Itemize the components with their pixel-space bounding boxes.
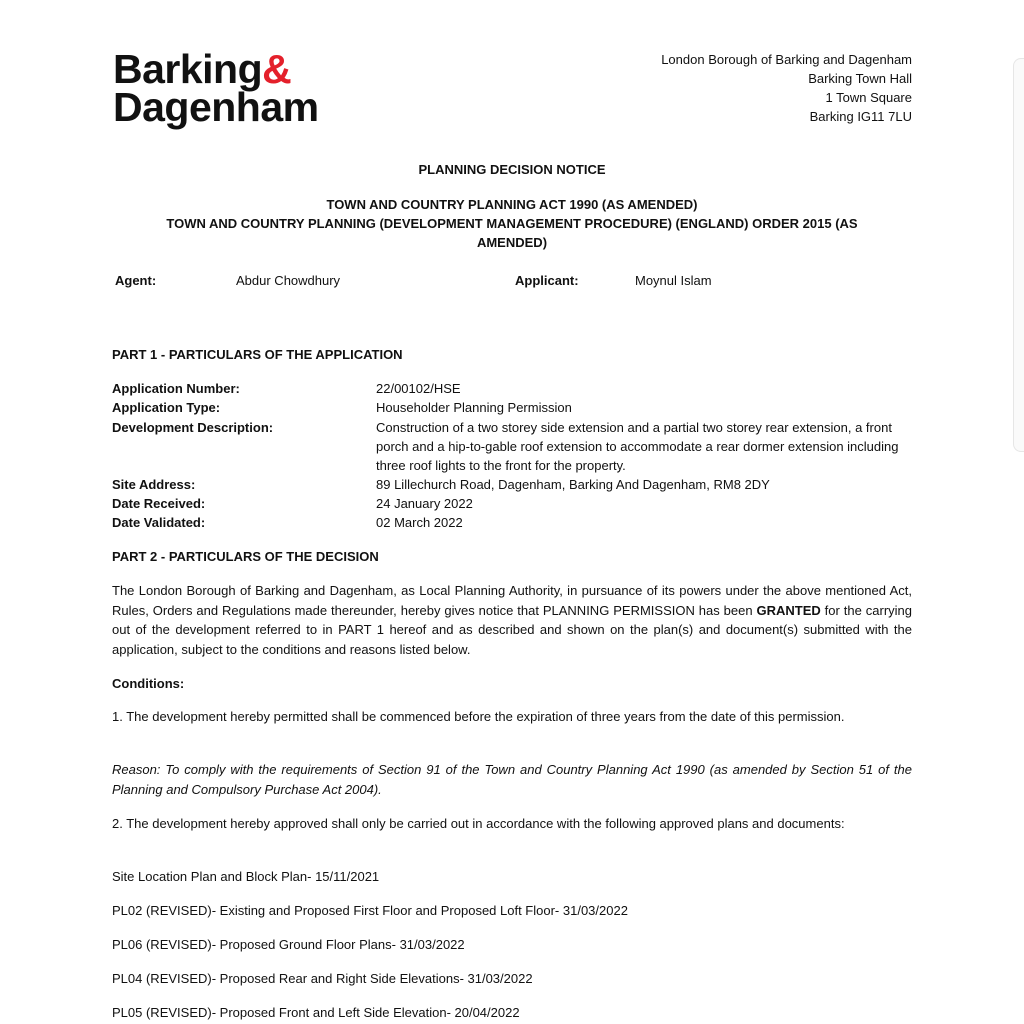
scrollbar[interactable]	[1013, 58, 1024, 452]
agent-label: Agent:	[115, 273, 157, 288]
address-line: Barking IG11 7LU	[809, 109, 912, 124]
decision-paragraph: The London Borough of Barking and Dagenham, as Local Planning Authority, in pursuance of its powers under the above mentioned Act, Rules, Orders and Regulations made thereunder, hereby gives notice that PLANNING PERMISSION has been GRANTED for the carrying out of the development referred to in PART 1 hereof and as described and shown on the plan(s) and document(s) submitted with the application, subject to the conditions and reasons listed below.	[112, 583, 912, 657]
field-label: Site Address:	[112, 477, 196, 492]
council-address	[661, 50, 912, 126]
reason-1: Reason: To comply with the requirements of Section 91 of the Town and Country Planning Act 1990 (as amended by Section 51 of the Planning and Compulsory Purchase Act 2004).	[112, 762, 912, 797]
approved-plan: Site Location Plan and Block Plan- 15/11/2021	[112, 869, 380, 884]
act-title-line3: AMENDED)	[476, 235, 548, 250]
field-label: Date Received:	[112, 496, 206, 511]
decision-granted: GRANTED	[756, 602, 821, 618]
act-title-line1: TOWN AND COUNTRY PLANNING ACT 1990 (AS AMENDED)	[326, 197, 698, 212]
field-value: 24 January 2022	[376, 496, 473, 511]
field-label: Application Type:	[112, 400, 221, 415]
condition-1: 1. The development hereby permitted shall be commenced before the expiration of three years from the date of this permission.	[112, 709, 845, 724]
act-title-line2: TOWN AND COUNTRY PLANNING (DEVELOPMENT MANAGEMENT PROCEDURE) (ENGLAND) ORDER 2015 (AS	[166, 216, 858, 231]
part1-heading: PART 1 - PARTICULARS OF THE APPLICATION	[112, 347, 403, 362]
field-value: 22/00102/HSE	[376, 381, 461, 396]
conditions-heading: Conditions:	[112, 676, 185, 691]
part2-heading: PART 2 - PARTICULARS OF THE DECISION	[112, 549, 379, 564]
field-label: Application Number:	[112, 381, 240, 396]
applicant-label: Applicant:	[515, 273, 579, 288]
agent-value: Abdur Chowdhury	[236, 273, 341, 288]
field-value: 89 Lillechurch Road, Dagenham, Barking And Dagenham, RM8 2DY	[376, 477, 770, 492]
field-label: Development Description:	[112, 420, 274, 435]
approved-plan: PL02 (REVISED)- Existing and Proposed First Floor and Proposed Loft Floor- 31/03/2022	[112, 903, 628, 918]
address-line: London Borough of Barking and Dagenham	[661, 52, 912, 67]
field-label: Date Validated:	[112, 515, 206, 530]
field-value: 02 March 2022	[376, 515, 463, 530]
condition-2: 2. The development hereby approved shall only be carried out in accordance with the following approved plans and documents:	[112, 816, 845, 831]
approved-plan: PL06 (REVISED)- Proposed Ground Floor Plans- 31/03/2022	[112, 937, 465, 952]
field-value: Householder Planning Permission	[376, 400, 572, 415]
council-logo: Barking& Dagenham	[113, 46, 319, 130]
address-line: 1 Town Square	[825, 90, 912, 105]
approved-plan: PL04 (REVISED)- Proposed Rear and Right Side Elevations- 31/03/2022	[112, 971, 533, 986]
field-value: Construction of a two storey side extension and a partial two storey rear extension, a front porch and a hip-to-gable roof extension to accommodate a rear dormer extension including three roof lights to the front for the property.	[376, 420, 899, 473]
address-line: Barking Town Hall	[808, 71, 912, 86]
notice-title: PLANNING DECISION NOTICE	[418, 162, 606, 177]
applicant-value: Moynul Islam	[635, 273, 712, 288]
approved-plan: PL05 (REVISED)- Proposed Front and Left Side Elevation- 20/04/2022	[112, 1005, 520, 1020]
